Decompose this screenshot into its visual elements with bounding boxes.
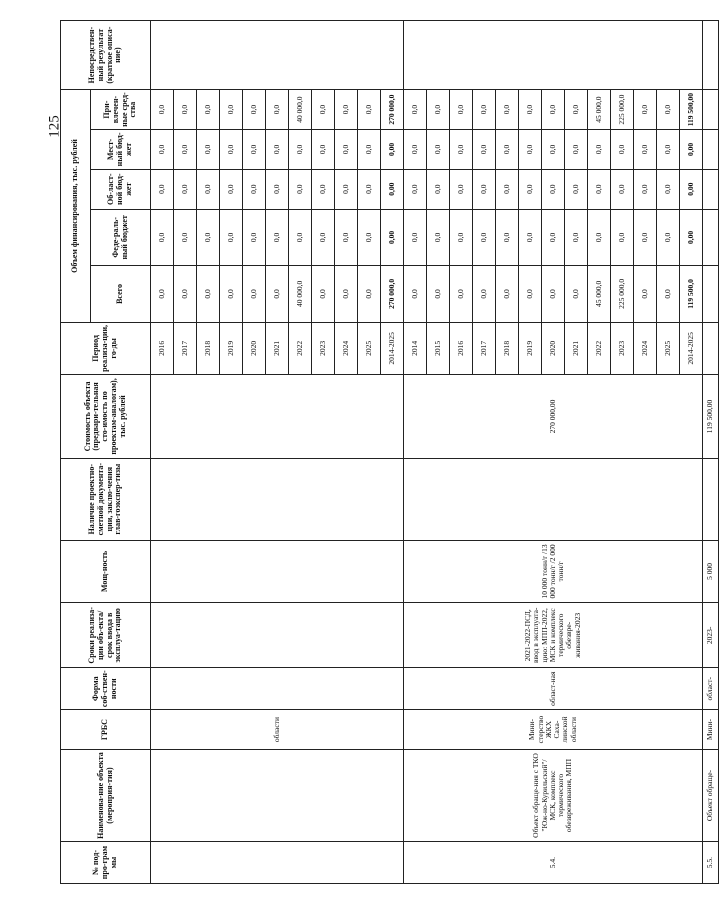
total-federal: 0,00 [680, 209, 703, 266]
cell-federal: 0,0 [519, 209, 542, 266]
cell-attracted: 0,0 [335, 90, 358, 130]
cell-total: 0,0 [450, 266, 473, 323]
year-row [151, 21, 174, 884]
cell-attracted: 0,0 [657, 90, 680, 130]
cell-local: 0,0 [634, 130, 657, 170]
cell-year: 2024 [634, 322, 657, 374]
cell-attracted: 45 000,0 [588, 90, 611, 130]
cell-total: 0,0 [197, 266, 220, 323]
page-number: 125 [46, 115, 63, 138]
cell-local: 0,0 [243, 130, 266, 170]
cell-regional: 0,0 [266, 169, 289, 209]
row-5-4-capacity: 10 000 тонн/г /13 000 тонн/г /2 000 тонн/г [404, 540, 703, 603]
cell-year: 2020 [243, 322, 266, 374]
total-regional: 0,00 [680, 169, 703, 209]
row-5-5-local [703, 130, 719, 170]
cell-total: 0,0 [220, 266, 243, 323]
cell-local: 0,0 [312, 130, 335, 170]
cell-local: 0,0 [335, 130, 358, 170]
row-5-4-grbs: Мини-стерство ЖКХ Саха-линской области [404, 710, 703, 750]
cell-year: 2021 [565, 322, 588, 374]
cell-federal: 0,0 [312, 209, 335, 266]
cell-local: 0,0 [473, 130, 496, 170]
cell-regional: 0,0 [358, 169, 381, 209]
row-5-4-cost: 270 000,00 [404, 375, 703, 459]
cell-attracted: 0,0 [243, 90, 266, 130]
cell-year: 2021 [266, 322, 289, 374]
prev-terms [151, 603, 404, 668]
cell-total: 0,0 [151, 266, 174, 323]
row-5-5-capacity: 5 000 [703, 540, 719, 603]
cell-local: 0,0 [565, 130, 588, 170]
cell-regional: 0,0 [312, 169, 335, 209]
result-cell [151, 21, 404, 90]
header-funding-group: Объем финансирования, тыс. рублей [61, 90, 91, 322]
header-name: Наименова-ние объекта (мероприя-тия) [61, 749, 151, 841]
cell-regional: 0,0 [197, 169, 220, 209]
cell-total: 0,0 [404, 266, 427, 323]
total-total: 119 500,0 [680, 266, 703, 323]
row-5-4-num: 5.4. [404, 842, 703, 884]
cell-local: 0,0 [266, 130, 289, 170]
cell-regional: 0,0 [220, 169, 243, 209]
cell-total: 0,0 [266, 266, 289, 323]
header-ownership: Форма соб-ствен-ности [61, 668, 151, 710]
cell-regional: 0,0 [335, 169, 358, 209]
cell-regional: 0,0 [611, 169, 634, 209]
cell-attracted: 0,0 [473, 90, 496, 130]
cell-regional: 0,0 [588, 169, 611, 209]
cell-year: 2015 [427, 322, 450, 374]
cell-attracted: 0,0 [151, 90, 174, 130]
cell-regional: 0,0 [151, 169, 174, 209]
total-regional: 0,00 [381, 169, 404, 209]
cell-local: 0,0 [174, 130, 197, 170]
total-total: 270 000,0 [381, 266, 404, 323]
cell-attracted: 0,0 [197, 90, 220, 130]
cell-regional: 0,0 [542, 169, 565, 209]
cell-local: 0,0 [151, 130, 174, 170]
row-5-5-terms: 2023- [703, 603, 719, 668]
cell-regional: 0,0 [657, 169, 680, 209]
cell-regional: 0,0 [404, 169, 427, 209]
cell-federal: 0,0 [243, 209, 266, 266]
header-local: Мест-ный бюд-жет [91, 130, 151, 170]
cell-local: 0,0 [197, 130, 220, 170]
cell-total: 45 000,0 [588, 266, 611, 323]
total-attracted: 119 500,00 [680, 90, 703, 130]
prev-ownership [151, 668, 404, 710]
row-5-5-attracted [703, 90, 719, 130]
row-5-5-grbs: Мини- [703, 710, 719, 750]
cell-local: 0,0 [220, 130, 243, 170]
cell-attracted: 40 000,0 [289, 90, 312, 130]
cell-federal: 0,0 [427, 209, 450, 266]
cell-local: 0,0 [450, 130, 473, 170]
header-terms: Сроки реализа-ции объ-екта/срок ввода в эксплуа-тацию [61, 603, 151, 668]
header-capacity: Мощ-ность [61, 540, 151, 603]
cell-federal: 0,0 [151, 209, 174, 266]
cell-federal: 0,0 [289, 209, 312, 266]
cell-year: 2016 [450, 322, 473, 374]
cell-total: 0,0 [565, 266, 588, 323]
year-row [404, 21, 427, 884]
cell-year: 2014 [404, 322, 427, 374]
cell-local: 0,0 [611, 130, 634, 170]
cell-attracted: 0,0 [519, 90, 542, 130]
cell-federal: 0,0 [335, 209, 358, 266]
row-5-4 [404, 21, 703, 884]
cell-federal: 0,0 [404, 209, 427, 266]
cell-total: 0,0 [496, 266, 519, 323]
cell-federal: 0,0 [266, 209, 289, 266]
cell-year: 2024 [335, 322, 358, 374]
cell-attracted: 0,0 [312, 90, 335, 130]
header-result: Непосредствен-ный результат (краткое описа-ние) [61, 21, 151, 90]
cell-federal: 0,0 [496, 209, 519, 266]
cell-total: 0,0 [358, 266, 381, 323]
cell-year: 2023 [312, 322, 335, 374]
row-5-5-total [703, 266, 719, 323]
cell-federal: 0,0 [611, 209, 634, 266]
cell-total: 0,0 [174, 266, 197, 323]
result-cell [404, 21, 703, 90]
prev-name [151, 749, 404, 841]
cell-regional: 0,0 [427, 169, 450, 209]
cell-year: 2017 [174, 322, 197, 374]
cell-regional: 0,0 [174, 169, 197, 209]
cell-regional: 0,0 [496, 169, 519, 209]
cell-year: 2025 [657, 322, 680, 374]
cell-total: 0,0 [243, 266, 266, 323]
header-grbs: ГРБС [61, 710, 151, 750]
cell-attracted: 0,0 [427, 90, 450, 130]
cell-year: 2025 [358, 322, 381, 374]
cell-local: 0,0 [588, 130, 611, 170]
total-year: 2014-2025 [381, 322, 404, 374]
prev-design-docs [151, 458, 404, 540]
cell-federal: 0,0 [634, 209, 657, 266]
row-5-5-num: 5.5. [703, 842, 719, 884]
header-period: Период реализа-ции, го-ды [61, 322, 151, 374]
total-federal: 0,00 [381, 209, 404, 266]
cell-attracted: 0,0 [358, 90, 381, 130]
row-5-5 [703, 21, 719, 884]
cell-federal: 0,0 [542, 209, 565, 266]
cell-attracted: 0,0 [404, 90, 427, 130]
rotated-table-container [60, 20, 715, 884]
total-local: 0,00 [680, 130, 703, 170]
row-5-5-result [703, 21, 719, 90]
cell-local: 0,0 [496, 130, 519, 170]
cell-attracted: 225 000,0 [611, 90, 634, 130]
row-5-5-ownership: област- [703, 668, 719, 710]
header-regional: Об-ласт-ной бюд-жет [91, 169, 151, 209]
cell-regional: 0,0 [473, 169, 496, 209]
row-5-4-name: Объект обраще-ния с ТКО "Юж-но-Курильский"/ МСК, комплекс термического обезвреживания, МПП [404, 749, 703, 841]
cell-year: 2022 [289, 322, 312, 374]
cell-regional: 0,0 [565, 169, 588, 209]
cell-local: 0,0 [542, 130, 565, 170]
header-cost: Стоимость объекта (предвари-тельная сто-имость по проектам-аналогам), тыс. рублей [61, 375, 151, 459]
financing-table [60, 20, 719, 884]
row-5-5-period [703, 322, 719, 374]
row-5-4-terms: 2021-2022-ПСД, ввод в эксплуата-цию: МПП-2022, МСК и комплекс термического обезвре-живания-2023 [404, 603, 703, 668]
cell-total: 0,0 [473, 266, 496, 323]
cell-federal: 0,0 [174, 209, 197, 266]
cell-year: 2016 [151, 322, 174, 374]
header-attracted: При-влечен-ные сред-ства [91, 90, 151, 130]
cell-federal: 0,0 [450, 209, 473, 266]
cell-year: 2019 [519, 322, 542, 374]
cell-attracted: 0,0 [542, 90, 565, 130]
row-5-5-federal [703, 209, 719, 266]
cell-federal: 0,0 [197, 209, 220, 266]
cell-local: 0,0 [289, 130, 312, 170]
cell-total: 0,0 [542, 266, 565, 323]
cell-year: 2023 [611, 322, 634, 374]
cell-attracted: 0,0 [174, 90, 197, 130]
header-federal: Феде-раль-ный бюджет [91, 209, 151, 266]
cell-year: 2020 [542, 322, 565, 374]
cell-year: 2017 [473, 322, 496, 374]
cell-attracted: 0,0 [266, 90, 289, 130]
row-5-5-cost: 119 500,00 [703, 375, 719, 459]
cell-local: 0,0 [657, 130, 680, 170]
cell-total: 0,0 [657, 266, 680, 323]
total-year: 2014-2025 [680, 322, 703, 374]
cell-total: 0,0 [634, 266, 657, 323]
cell-regional: 0,0 [519, 169, 542, 209]
cell-federal: 0,0 [473, 209, 496, 266]
prev-cost [151, 375, 404, 459]
cell-local: 0,0 [519, 130, 542, 170]
cell-total: 0,0 [335, 266, 358, 323]
cell-regional: 0,0 [289, 169, 312, 209]
cell-total: 0,0 [312, 266, 335, 323]
cell-federal: 0,0 [358, 209, 381, 266]
cell-attracted: 0,0 [565, 90, 588, 130]
header-num: № под-про-грам мы [61, 842, 151, 884]
cell-total: 0,0 [427, 266, 450, 323]
cell-year: 2018 [496, 322, 519, 374]
total-attracted: 270 000,0 [381, 90, 404, 130]
row-5-4-design-docs [404, 458, 703, 540]
row-5-5-regional [703, 169, 719, 209]
cell-regional: 0,0 [450, 169, 473, 209]
prev-capacity [151, 540, 404, 603]
cell-federal: 0,0 [588, 209, 611, 266]
cell-local: 0,0 [358, 130, 381, 170]
cell-local: 0,0 [404, 130, 427, 170]
row-5-4-ownership: област-ная [404, 668, 703, 710]
cell-regional: 0,0 [634, 169, 657, 209]
cell-year: 2018 [197, 322, 220, 374]
cell-year: 2019 [220, 322, 243, 374]
cell-total: 225 000,0 [611, 266, 634, 323]
cell-total: 40 000,0 [289, 266, 312, 323]
cell-attracted: 0,0 [450, 90, 473, 130]
prev-num [151, 842, 404, 884]
row-5-5-design-docs [703, 458, 719, 540]
cell-federal: 0,0 [657, 209, 680, 266]
prev-block [151, 21, 404, 884]
cell-attracted: 0,0 [220, 90, 243, 130]
cell-regional: 0,0 [243, 169, 266, 209]
cell-total: 0,0 [519, 266, 542, 323]
prev-grbs: области [151, 710, 404, 750]
cell-attracted: 0,0 [634, 90, 657, 130]
header-design-docs: Наличие проектно-сметной документа-ции, заклю-чения глав-гоэкспер-тизы [61, 458, 151, 540]
cell-federal: 0,0 [220, 209, 243, 266]
cell-attracted: 0,0 [496, 90, 519, 130]
header-total: Всего [91, 266, 151, 323]
cell-federal: 0,0 [565, 209, 588, 266]
cell-local: 0,0 [427, 130, 450, 170]
total-local: 0,00 [381, 130, 404, 170]
row-5-5-name: Объект обраще- [703, 749, 719, 841]
cell-year: 2022 [588, 322, 611, 374]
